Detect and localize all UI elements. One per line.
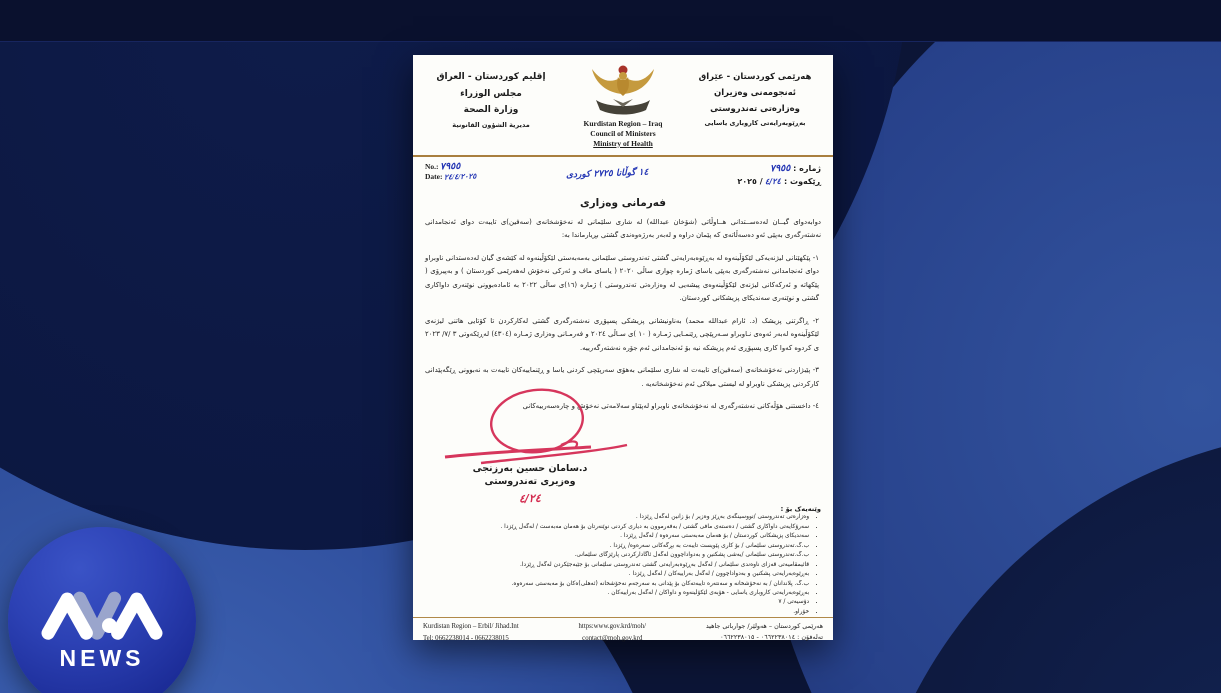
page-footer xyxy=(423,621,823,644)
footer-email-link[interactable]: contact@moh.gov.krd xyxy=(582,634,643,642)
footer-kurdish xyxy=(706,621,823,644)
header-divider xyxy=(413,155,833,157)
minister-title: وەزیری تەندروستی xyxy=(484,476,576,487)
rekawt-printed-year: / ٢٠٢٥ xyxy=(737,177,763,187)
cc-item: • ب.گ. پلاندانان / بە نەخۆشخانە و سەنتەرە تایبەتەکان بۆ پێدانی بە سەرجەم نەخۆشخانە (ئەهلی)ەکان بۆ مەبەستی سەرەوە. xyxy=(425,580,817,589)
ava-logo-icon xyxy=(38,585,166,643)
letterhead-arabic xyxy=(425,63,557,131)
cc-item: • قائیمقامیەتی قەزای ناوەندی سلێمانی / لەگەڵ بەڕێوەبەرایەتی گشتی تەندروستی سلێمانی بۆ جێبەجێکردن لەگەڵ ڕێزدا. xyxy=(425,561,817,570)
signature-block xyxy=(435,385,625,506)
arabic-sub-line: مديرية الشؤون القانونية xyxy=(452,120,530,129)
cc-item: • بەڕێوەبەرایەتی پشکنین و بەدواداچوون / لەگەڵ بەراییەکان / لەگەڵ ڕێزدا . xyxy=(425,570,817,579)
reference-row xyxy=(425,161,821,191)
footer-divider xyxy=(413,617,833,618)
signature-date-handwritten: ٤/٢٤ xyxy=(518,491,542,506)
letterhead-english xyxy=(563,119,683,148)
zhmara-value-handwritten: ٧٩٥٥ xyxy=(769,162,791,175)
footer-phone-ku: تەلەفۆن : ٠٦٦٢٢٣٨٠١٤ - ٠٦٦٢٢٣٨٠١٥ xyxy=(720,633,823,642)
cc-item: • وەزارەتی تەندروستی /نووسینگەی بەڕێز وەزیر / بۆ زانین لەگەڵ ڕێزدا . xyxy=(425,513,817,522)
cc-list xyxy=(425,513,821,617)
footer-website-link[interactable]: https:www.gov.krd/moh/ xyxy=(578,623,646,631)
footer-address-en: Kurdistan Region – Erbil/ Jihad.Int xyxy=(423,623,519,631)
arabic-line: إقليم كوردستان - العراق xyxy=(436,72,546,82)
cc-item: • خۆراو. xyxy=(425,608,817,617)
rekawt-handwritten: ٤/٢٤ xyxy=(765,176,782,187)
cc-item: • دۆسیەتی / ٧ xyxy=(425,598,817,607)
order-item-4: ٤- داخستنی هۆڵەکانی نەشتەرگەری لە نەخۆشخانەی ناوبراو لەپێناو سەلامەتی نەخۆش و چارەسەرییەکانی xyxy=(522,401,819,410)
date-value-handwritten: ٢٤/٤/٢٠٢٥ xyxy=(444,171,477,182)
english-line: Ministry of Health xyxy=(593,138,653,148)
footer-english xyxy=(423,621,519,644)
arabic-line: مجلس الوزراء xyxy=(460,88,522,99)
zhmara-label: ژمارە : xyxy=(793,164,821,173)
cc-item: • بەڕێوەبەرایەتی کاروباری یاسایی - هۆبەی لێکۆڵینەوە و داواکان / لەگەڵ بەراییەکان . xyxy=(425,589,817,598)
arabic-line: وزارة الصحة xyxy=(463,105,519,116)
order-item-3: ٣- پێبژاردنی نەخۆشخانەی (سەفین)ی تایبەت لە شاری سلێمانی بەهۆی سەرپێچی کردنی یاسا و ڕێنماییەکان تایبەت بە نەبوونی ڕێگەپێدانی کارکردنی پزیشکی ناوبراو لە لیستی میلاکی ئەم نەخۆشخانەیە . xyxy=(425,366,819,388)
kurdish-line: وەزارەتی تەندروستی xyxy=(710,104,800,115)
letter-title: فەرمانی وەزاری xyxy=(580,197,666,209)
letterhead-center xyxy=(563,63,683,148)
footer-address-ku: هەرێمی کوردستان – هەولێر/ جوارباتی جاهید xyxy=(705,622,823,631)
official-letter-page xyxy=(413,55,833,640)
letterhead xyxy=(425,63,821,153)
kurdish-calendar-date xyxy=(566,161,648,191)
letterhead-kurdish xyxy=(689,63,821,130)
background-top-band xyxy=(0,0,1221,42)
ava-news-label: NEWS xyxy=(59,644,145,671)
english-line: Kurdistan Region – Iraq xyxy=(583,119,663,128)
order-item-1: ١- پێکهێنانی لیژنەیەکی لێکۆڵینەوە لە بەڕێوەبەرایەتی گشتی تەندروستی سلێمانی بەمەبەستی لێکۆڵینەوە لە کێشەی گیان لەدەستدانی ناوبراو دوای ئەنجامدانی نەشتەرگەری بەپێی یاسای ژمارە چواری ساڵی ٢٠٢٠ ( یاسای ماف و ئەرکی نەخۆش لەهەرێمی کوردستان ) و بەپیرۆی ( پێکهاتە و ئەرکەکانی لیژنەی لێکۆڵینەوەی پیشەیی لە وەزارەتی تەندروستی ) ژمارە (١٦)ی ساڵی ٢٠٢٢ بە ئامادەبوونی نوێنەری داواکاری گشتی و نوێنەری سەندیکای پزیشکانی کوردستان. xyxy=(425,253,819,303)
intro-paragraph: دوابەدوای گیــان لەدەســتدانی هــاوڵاتی (شۆخان عبدالله) لە شاری سلێمانی لە نەخۆشخانەی (سەفین)ی تایبەت دوای ئەنجامدانی نەشتەرگەری بەپێی ئەو دەسەڵاتەی کە پێمان دراوە و لەبەر بەرژەوەندی گشتی بڕیارماندا بە: xyxy=(425,218,821,240)
cc-item: • سەرۆکایەتی داواکاری گشتی / دەستەی مافی گشتی / بەفەرموون بە دیاری کردنی نوێنەرتان بۆ هەمان مەبەست / لەگەڵ ڕێزدا . xyxy=(425,523,817,532)
cc-item: • ب.گ.تەندروستی سلێمانی / بۆ کاری پێویست تایبەت بە بڕگەکانی سەرەوە/ ڕێزدا . xyxy=(425,542,817,551)
english-line: Council of Ministers xyxy=(590,128,656,138)
kurdish-line: هەرێمی کوردستان - عێراق xyxy=(698,72,812,82)
minister-name: د.سامان حسین بەرزنجی xyxy=(472,463,588,474)
kurdish-line: ئەنجومەنی وەزیران xyxy=(713,88,796,99)
footer-web xyxy=(579,621,646,644)
kurdish-date-handwritten: ١٤ گوڵانا ٢٧٢٥ کوردی xyxy=(565,167,649,181)
rekawt-label: ڕێکەوت : xyxy=(784,177,821,187)
reference-right xyxy=(737,161,821,191)
kurdish-sub-line: بەڕێوبەرایەتی کاروباری یاسایی xyxy=(704,119,806,128)
reference-left xyxy=(425,161,477,191)
signature-scribble-icon xyxy=(441,385,631,471)
footer-phone-en: Tel: 0662238014 - 0662238015 xyxy=(423,634,509,642)
cc-item: • سەندیکای پزیشکانی کوردستان / بۆ هەمان مەبەستی سەرەوە / لەگەڵ ڕێزدا . xyxy=(425,532,817,541)
order-item-2: ٢- ڕاگرتنی پزیشک (د. ئارام عبدالله محمد) بەناونیشانی پزیشکی پسپۆڕی نەشتەرگەری گشتی لەکارکردن تا کۆتایی هاتنی لیژنەی لێکۆڵینەوە لەبەر ئەوەی نـاوبراو سـەرپێچی ڕێنمـایی ژمـارە ( ١٠ )ی سـاڵی ٢٠٢٤ و فەرمـانی وەزاری ژمـارە (٤٣٠٤) لەڕێکەوتی ٣ /٧/ ٢٠٢٣ ی کردوە کەوا کاری پسپۆڕی ئەم پزیشکە نیە بۆ ئەنجامدانی ئەم جۆرە نەشتەرگەرییە. xyxy=(425,316,820,352)
cc-heading: وێنەیەک بۆ : xyxy=(780,505,821,514)
cc-section xyxy=(425,505,821,617)
no-value-handwritten: ٧٩٥٥ xyxy=(440,161,462,173)
cc-item: • ب.گ.تەندروستی سلێمانی /بەشی پشکنین و بەدواداچوون لەگەڵ ئاگادارکردنی پارێزگای سلێمانی. xyxy=(425,551,817,560)
date-label: Date: xyxy=(425,172,443,181)
kurdistan-eagle-emblem-icon xyxy=(587,63,659,115)
no-label: No.: xyxy=(425,162,439,171)
